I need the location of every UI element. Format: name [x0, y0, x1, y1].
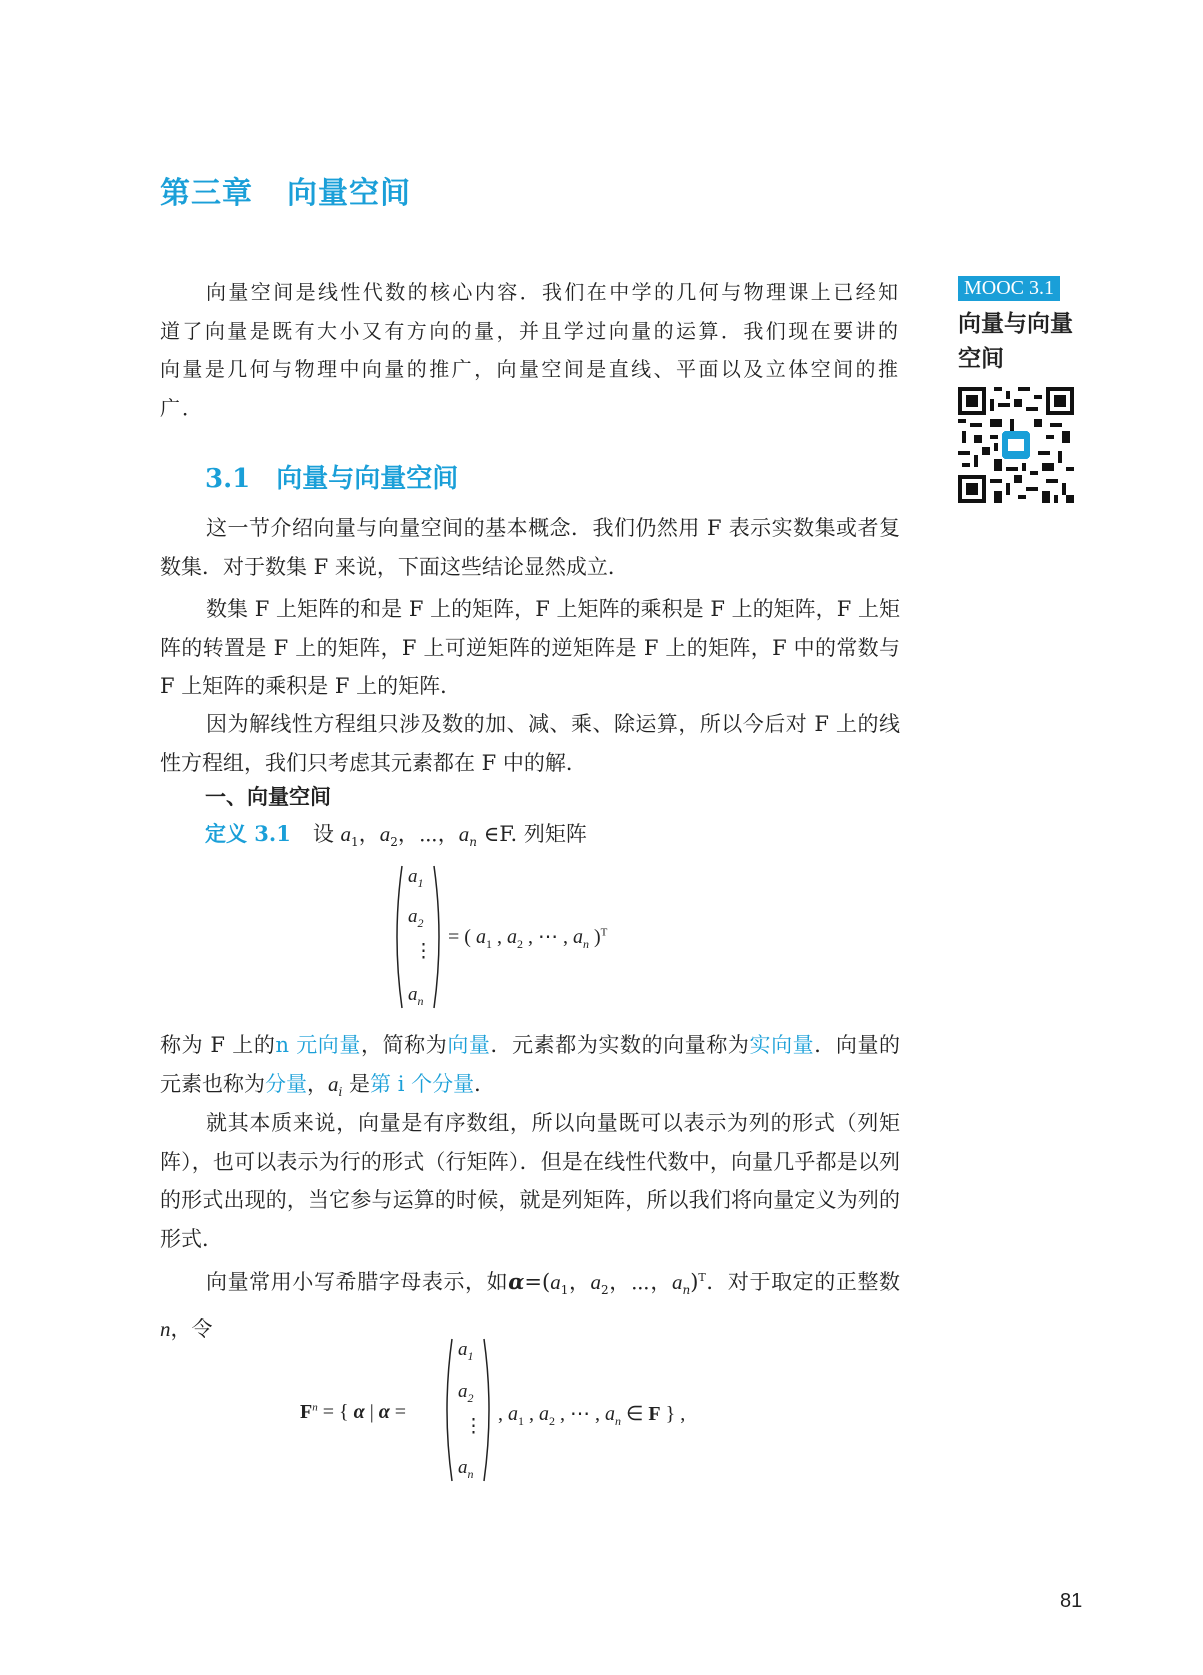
- def-text-5: ，: [307, 1071, 328, 1096]
- term-n-vector: n 元向量: [275, 1033, 361, 1057]
- mooc-sidebar: [958, 276, 1088, 377]
- subheading: 一、向量空间: [205, 785, 331, 809]
- page-number: 81: [1060, 1590, 1083, 1612]
- definition-set-text: ∈F. 列矩阵: [483, 822, 587, 846]
- paragraph-1: 这一节介绍向量与向量空间的基本概念．我们仍然用 F 表示实数集或者复数集．对于数集 F 来说，下面这些结论显然成立．: [160, 516, 900, 579]
- term-ith-component: 第 i 个分量: [370, 1071, 475, 1096]
- qr-code-icon[interactable]: [958, 387, 1074, 503]
- chapter-number: 第三章: [160, 176, 253, 211]
- column-vector-equation: $a_1$ $a_2$ ⋮ $a_n$ = ( $a_1$ , $a_2$ , ⋯ , $a_n$ )$^T$: [390, 862, 710, 1012]
- mooc-badge: MOOC 3.1: [958, 276, 1060, 301]
- def-text-4: ．向量的元素也称为: [160, 1033, 901, 1096]
- fn-set-equation: $F^n$ = { α | α = $a_1$ $a_2$ ⋮ $a_n$ , $a_1$ , $a_2$ , ⋯ , $a_n$ ∈ F } ,: [300, 1335, 760, 1485]
- definition-line: 定义 3.1 设 $a_1$，$a_2$，⋯，$a_n$ ∈F. 列矩阵: [205, 821, 587, 850]
- definition-lead: 设: [312, 822, 334, 846]
- term-component: 分量: [265, 1071, 307, 1096]
- definition-label: 定义 3.1: [205, 821, 291, 846]
- section-heading: [205, 458, 458, 495]
- paragraph-4: 就其本质来说，向量是有序数组，所以向量既可以表示为列的形式（列矩阵），也可以表示为行的形式（行矩阵）．但是在线性代数中，向量几乎都是以列的形式出现的，当它参与运算的时候，就是列矩阵，所以我们将向量定义为列的形式．: [160, 1111, 900, 1251]
- intro-paragraph: 向量空间是线性代数的核心内容．我们在中学的几何与物理课上已经知道了向量是既有大小又有方向的量，并且学过向量的运算．我们现在要讲的向量是几何与物理中向量的推广，向量空间是直线、平面以及立体空间的推广．: [160, 280, 900, 420]
- term-real-vector: 实向量: [749, 1033, 815, 1057]
- p5-text-c: ，令: [170, 1316, 213, 1341]
- section-title: 向量与向量空间: [276, 464, 459, 494]
- mooc-title: 向量与向量空间: [958, 311, 1073, 372]
- chapter-name: 向量空间: [287, 176, 411, 211]
- def-text-1: 称为 F 上的: [160, 1033, 276, 1057]
- def-text-6: 是: [342, 1071, 371, 1096]
- def-text-7: ．: [474, 1071, 496, 1096]
- p5-text-b: ．对于取定的正整数: [705, 1270, 901, 1294]
- def-text-3: ．元素都为实数的向量称为: [490, 1033, 750, 1057]
- chapter-title: [160, 168, 411, 212]
- p5-text-a: 向量常用小写希腊字母表示，如: [206, 1270, 509, 1294]
- paragraph-5: 向量常用小写希腊字母表示，如$\alpha=(a_1$，$a_2$，⋯，$a_n)^T$．对于取定的正整数 n，令: [160, 1269, 901, 1341]
- paragraph-3: 因为解线性方程组只涉及数的加、减、乘、除运算，所以今后对 F 上的线性方程组，我们只考虑其元素都在 F 中的解．: [160, 712, 900, 775]
- term-vector: 向量: [447, 1033, 491, 1057]
- paragraph-2: 数集 F 上矩阵的和是 F 上的矩阵，F 上矩阵的乘积是 F 上的矩阵，F 上矩阵的转置是 F 上的矩阵，F 上可逆矩阵的逆矩阵是 F 上的矩阵，F 中的常数与 F 上矩阵的乘积是 F 上的矩阵．: [160, 597, 900, 698]
- definition-continuation: 称为 F 上的n 元向量，简称为向量．元素都为实数的向量称为实向量．向量的元素也称为分量，$a_i$ 是第 i 个分量．: [160, 1033, 901, 1099]
- section-number: 3.1: [205, 464, 251, 494]
- def-text-2: ，简称为: [360, 1033, 448, 1057]
